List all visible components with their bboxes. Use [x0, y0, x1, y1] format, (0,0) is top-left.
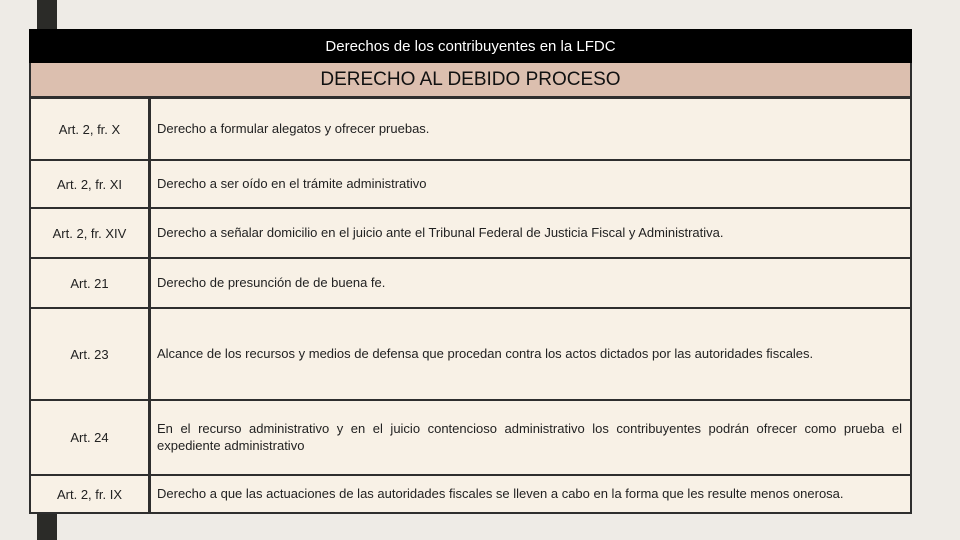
- article-cell: Art. 2, fr. IX: [31, 476, 148, 512]
- article-cell: Art. 2, fr. XIV: [31, 209, 148, 257]
- article-cell: Art. 24: [31, 401, 148, 474]
- table-row: [31, 209, 910, 257]
- article-cell: Art. 23: [31, 309, 148, 399]
- table-row: [31, 259, 910, 307]
- table-title: Derechos de los contribuyentes en la LFDC: [29, 29, 912, 63]
- rights-table: [29, 29, 912, 514]
- table-row: [31, 99, 910, 159]
- table-row: [31, 161, 910, 207]
- description-cell: Derecho a señalar domicilio en el juicio ante el Tribunal Federal de Justicia Fiscal y Administrativa.: [151, 209, 910, 257]
- description-cell: Derecho a que las actuaciones de las autoridades fiscales se lleven a cabo en la forma que les resulte menos onerosa.: [151, 476, 910, 512]
- description-cell: Derecho a ser oído en el trámite administrativo: [151, 161, 910, 207]
- article-cell: Art. 2, fr. XI: [31, 161, 148, 207]
- description-cell: Derecho a formular alegatos y ofrecer pruebas.: [151, 99, 910, 159]
- description-cell: Alcance de los recursos y medios de defensa que procedan contra los actos dictados por las autoridades fiscales.: [151, 309, 910, 399]
- article-cell: Art. 21: [31, 259, 148, 307]
- description-cell: En el recurso administrativo y en el juicio contencioso administrativo los contribuyentes podrán ofrecer como prueba el expediente administrativo: [151, 401, 910, 474]
- section-header: DERECHO AL DEBIDO PROCESO: [31, 63, 910, 96]
- description-cell: Derecho de presunción de de buena fe.: [151, 259, 910, 307]
- table-row: [31, 309, 910, 399]
- table-row: [31, 401, 910, 474]
- table-row: [31, 476, 910, 512]
- article-cell: Art. 2, fr. X: [31, 99, 148, 159]
